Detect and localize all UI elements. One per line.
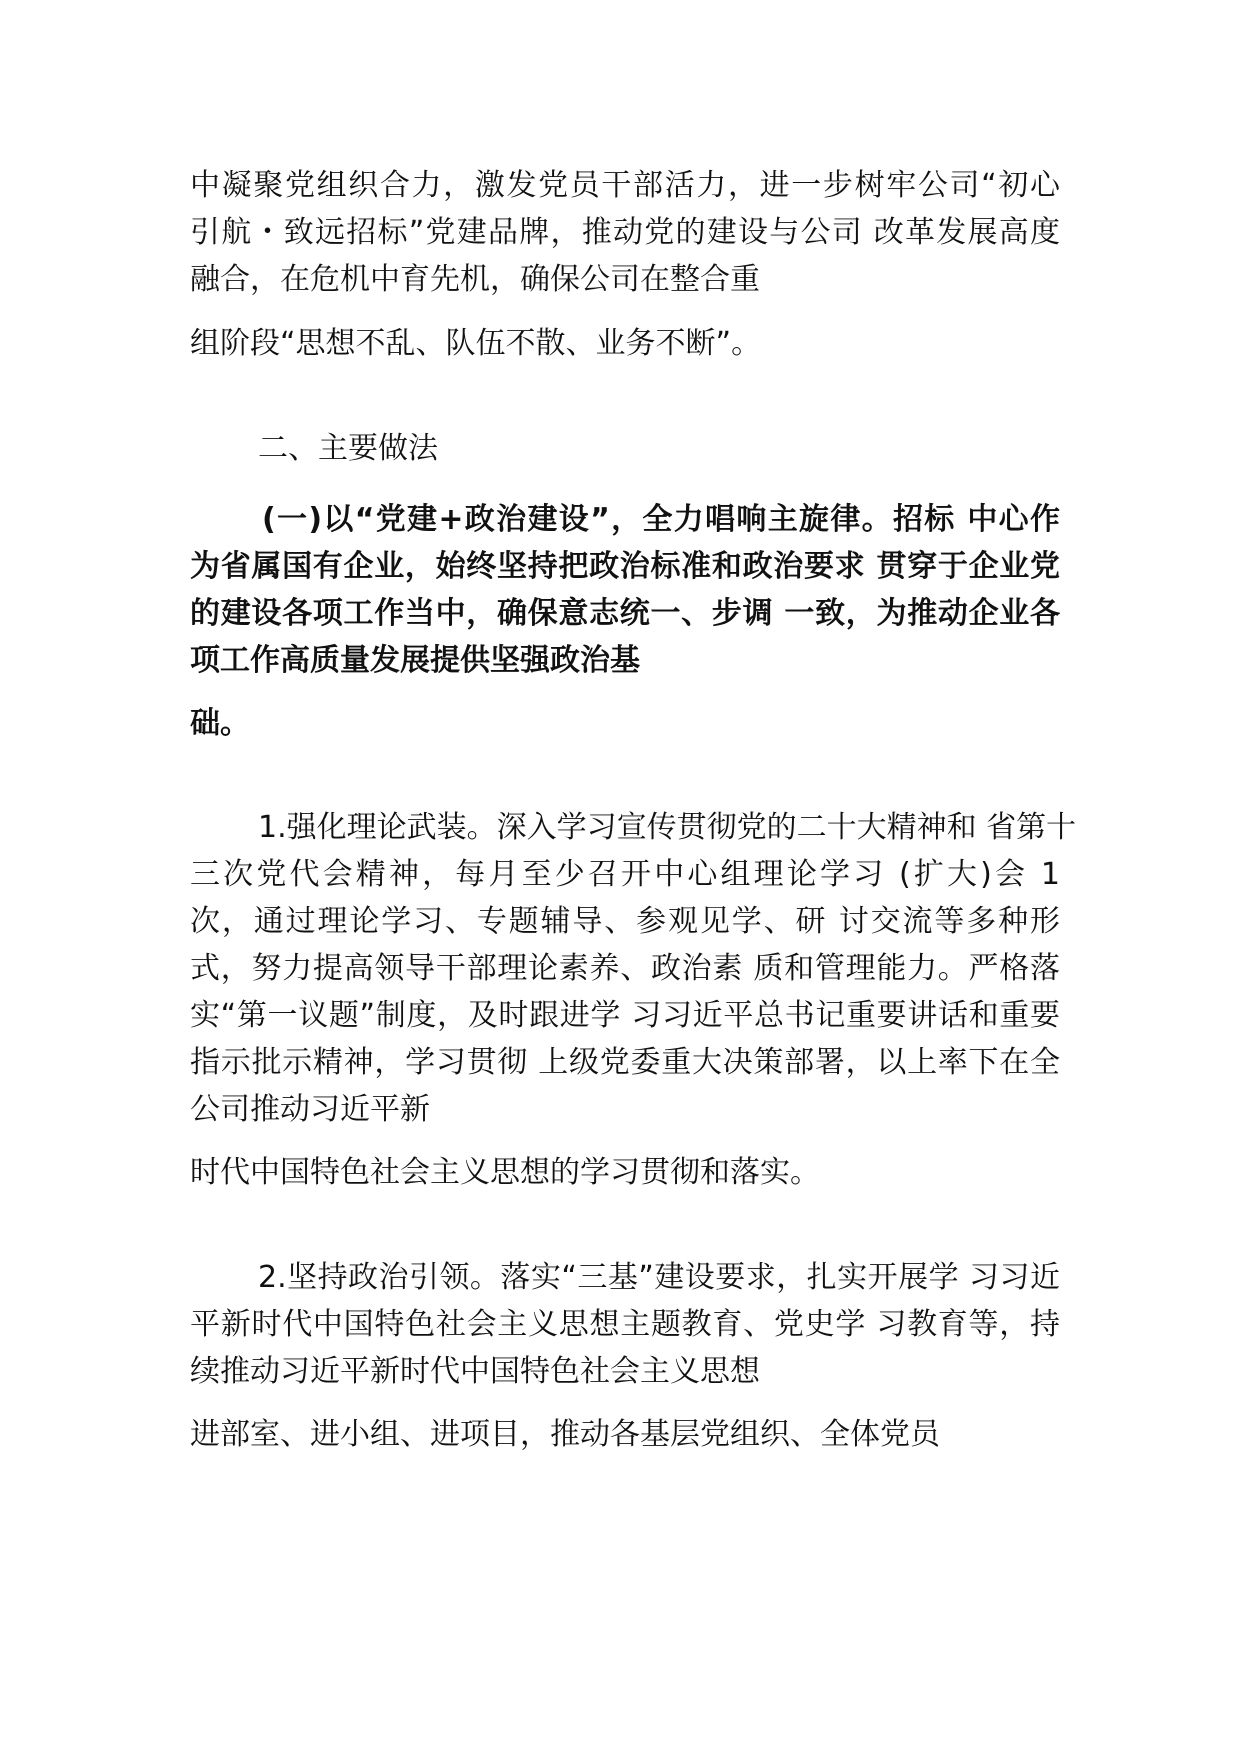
item-line: 式，努力提高领导干部理论素养、政治素 质和管理能力。严格落: [190, 951, 1060, 986]
section-heading: 二、主要做法: [258, 431, 438, 466]
item-line: 指示批示精神，学习贯彻 上级党委重大决策部署，以上率下在全: [190, 1045, 1060, 1080]
paragraph-line: 融合，在危机中育先机，确保公司在整合重: [190, 262, 760, 297]
item-line: 实“第一议题”制度，及时跟进学 习习近平总书记重要讲话和重要: [190, 998, 1060, 1033]
paragraph-line: 组阶段“思想不乱、队伍不散、业务不断”。: [190, 326, 762, 361]
item-line: 平新时代中国特色社会主义思想主题教育、党史学 习教育等，持: [190, 1307, 1060, 1342]
section-line: 项工作高质量发展提供坚强政治基: [190, 643, 640, 678]
item-line: 1.强化理论武装。深入学习宣传贯彻党的二十大精神和 省第十: [258, 810, 1077, 845]
section-line: (一)以“党建+政治建设”，全力唱响主旋律。招标 中心作: [262, 502, 1060, 537]
item-line: 次，通过理论学习、专题辅导、参观见学、研 讨交流等多种形: [190, 904, 1060, 939]
section-line: 础。: [190, 706, 250, 741]
item-line: 公司推动习近平新: [190, 1092, 430, 1127]
item-line: 进部室、进小组、进项目，推动各基层党组织、全体党员: [190, 1417, 940, 1452]
item-line: 2.坚持政治引领。落实“三基”建设要求，扎实开展学 习习近: [258, 1260, 1060, 1295]
item-line: 时代中国特色社会主义思想的学习贯彻和落实。: [190, 1155, 820, 1190]
paragraph-line: 中凝聚党组织合力，激发党员干部活力，进一步树牢公司“初心: [190, 168, 1060, 203]
section-line: 为省属国有企业，始终坚持把政治标准和政治要求 贯穿于企业党: [190, 549, 1060, 584]
paragraph-line: 引航・致远招标”党建品牌，推动党的建设与公司 改革发展高度: [190, 215, 1060, 250]
section-line: 的建设各项工作当中，确保意志统一、步调 一致，为推动企业各: [190, 596, 1060, 631]
item-line: 续推动习近平新时代中国特色社会主义思想: [190, 1354, 760, 1389]
item-line: 三次党代会精神，每月至少召开中心组理论学习 (扩大)会 1: [190, 857, 1060, 892]
